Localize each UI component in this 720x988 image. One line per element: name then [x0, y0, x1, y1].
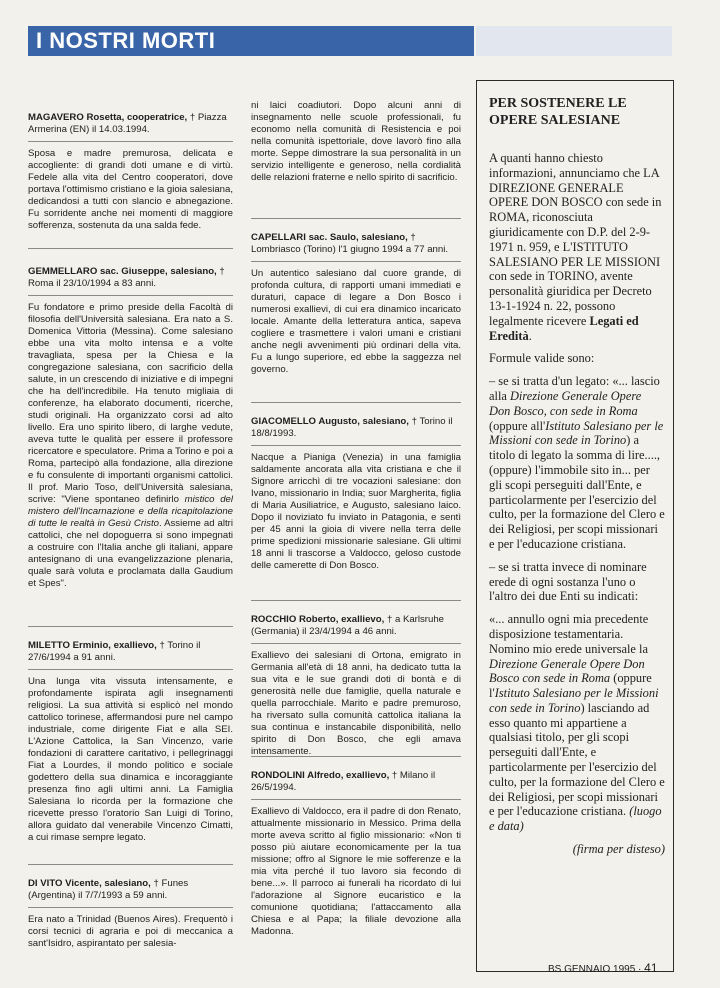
obituary-detail: † Lombriasco (Torino) l'1 giugno 1994 a 77 anni. — [251, 232, 449, 255]
testament-text: (oppure l' — [489, 671, 652, 701]
obituary-text: Exallievo dei salesiani di Ortona, emigrato in Germania all'età di 18 anni, ha dedicato tutta la sua vita e le sue grandi doti di bontà e di generosità nelle due famiglie, quella naturale e quella parrocchiale. Marito e padre premuroso, ha riversato sulla comunità cattolica italiana la sua continua e instancabile disponibilità, nello spirito di Don Bosco, che egli amava intensamente. — [251, 650, 461, 757]
obituary-detail: † Milano il 26/5/1994. — [251, 770, 436, 793]
legato-text: ) a titolo di legato la somma di lire...., (oppure) l'immobile sito in... per gli scopi perseguiti dall'Ente, e particolarmente per l'esercizio del culto, per la formazione del Clero e dei Religiosi, per scopi missionari e per l'educazione cristiana. — [489, 433, 665, 551]
obituary-giacomello — [251, 416, 461, 572]
obituary-name: DI VITO Vicente, salesiano, — [28, 878, 151, 889]
bequest-intro-bold: Legati ed Eredità — [489, 313, 639, 343]
obituary-name: GIACOMELLO Augusto, salesiano, — [251, 416, 409, 427]
obituary-name: MILETTO Erminio, exallievo, — [28, 640, 157, 651]
obituary-text: Una lunga vita vissuta intensamente, e profondamente ispirata agli insegnamenti religiosi. La sua attività si esplicò nel mondo cattolico torinese, affermandosi pure nel campo industriale, come dirigente Fiat e alla SEI. L'Azione Cattolica, la San Vincenzo, varie fondazioni di carattere caritativo, i pellegrinaggi Fiat a Lourdes, il mondo politico e sociale godettero della sua dinamica e incoraggiante presenza fino agli ultimi anni. La Famiglia Salesiana lo ricorda per la formazione che ricevette presso l'oratorio San Luigi di Torino, allora guidato dal venerabile Vincenzo Cimatti, a cui rimase sempre legato. — [28, 676, 233, 843]
obituary-gemmellaro — [28, 266, 233, 590]
obituary-name: ROCCHIO Roberto, exallievo, — [251, 614, 385, 625]
legato-text: (oppure all' — [489, 418, 546, 433]
obituary-name: MAGAVERO Rosetta, cooperatrice, — [28, 112, 188, 123]
entry-divider — [251, 600, 461, 601]
obituary-rocchio — [251, 614, 461, 758]
testament-entity: Direzione Generale Opere Don Bosco con sede in Roma — [489, 656, 645, 686]
entry-divider — [251, 218, 461, 219]
obituary-heading — [28, 878, 233, 908]
formule-heading: Formule valide sono: — [489, 351, 595, 366]
obituary-continuation — [251, 100, 461, 184]
place-date-note: (luogo e data) — [489, 804, 662, 834]
obituary-detail: † Roma il 23/10/1994 a 83 anni. — [28, 266, 225, 289]
obituary-detail: † Torino il 27/6/1994 a 91 anni. — [28, 640, 201, 663]
obituary-text: ni laici coadiutori. Dopo alcuni anni di insegnamento nelle scuole professionali, fu economo nella comunità di Resistencia e poi nella comunità ispettoriale, dove lavorò fino alla morte. Seppe dimostrare la sua personalità in un servizio intelligente e generoso, nella cordialità delle relazioni fraterne e nello spirito di sacrificio. — [251, 100, 461, 183]
obituary-heading — [28, 266, 233, 296]
obituary-text-part: . Assieme ad altri cattolici, che nel dopoguerra si sono impegnati a costruire con l'Italia anche gli italiani, appare antesignano di una evangelizzazione plenaria, quale sarà voluta e proclamata dalla Gaudium et Spes". — [28, 518, 233, 589]
entry-divider — [251, 756, 461, 757]
obituary-text — [28, 296, 233, 590]
testament-text: ) lasciando ad esso quanto mi appartiene a qualsiasi titolo, per gli scopi perseguiti dall'Ente, e particolarmente per l'esercizio del culto, per la formazione del Clero e dei Religiosi, per scopi missionari e per l'educazione cristiana. — [489, 700, 665, 819]
obituary-divito — [28, 878, 233, 950]
obituary-detail: † Piazza Armerina (EN) il 14.03.1994. — [28, 112, 227, 135]
obituary-text: Sposa e madre premurosa, delicata e accogliente: di grandi doti umane e di virtù. Fedele alla vita del Centro cooperatori, dove portava l'ottimismo cristiano e la gioia salesiana, dedicandosi a tutti con slancio e abnegazione. Fu sorridente anche nei momenti di maggiore sofferenza, sostenuta da una salda fede. — [28, 148, 233, 231]
entry-divider — [28, 626, 233, 627]
entry-divider — [251, 402, 461, 403]
obituary-capellari — [251, 232, 461, 376]
legato-text: – se si tratta d'un legato: «... lascio alla — [489, 374, 660, 403]
legato-entity: Direzione Generale Opere Don Bosco, con sede in Roma — [489, 388, 642, 418]
bequest-intro — [489, 151, 665, 343]
obituary-heading — [251, 232, 461, 262]
obituary-rondolini — [251, 770, 461, 938]
bequest-intro-text: A quanti hanno chiesto informazioni, annunciamo che LA DIREZIONE GENERALE OPERE DON BOSCO con sede in ROMA, riconosciuta giuridicamente con D.P. del 2-9-1971 n. 959, e L'ISTITUTO SALESIANO PER LE MISSIONI con sede in TORINO, avente personalità giuridica per Decreto 13-1-1924 n. 22, possono legalmente ricevere — [489, 151, 662, 328]
entry-divider — [28, 864, 233, 865]
obituary-detail: † Funes (Argentina) il 7/7/1993 a 59 anni. — [28, 878, 189, 901]
erede-formula: – se si tratta invece di nominare erede di ogni sostanza l'uno o l'altro dei due Enti su indicati: — [489, 559, 647, 604]
testament-text: «... annullo ogni mia precedente disposizione testamentaria. Nomino mio erede universale la — [489, 612, 649, 656]
obituary-name: GEMMELLARO sac. Giuseppe, salesiano, — [28, 266, 217, 277]
obituary-quote: mistico del mistero dell'Incarnazione e della ricapitolazione di tutte le realtà in Gesù Cristo — [28, 494, 233, 529]
magazine-issue: BS GENNAIO 1995 · — [548, 964, 645, 975]
obituary-text: Era nato a Trinidad (Buenos Aires). Frequentò i corsi tecnici di agraria e poi di meccanica a sant'Isidro, aspirantato per salesia- — [28, 914, 233, 949]
obituary-heading — [28, 112, 233, 142]
obituary-detail: † a Karlsruhe (Germania) il 23/4/1994 a 46 anni. — [251, 614, 445, 637]
obituary-detail: † Torino il 18/8/1993. — [251, 416, 453, 439]
banner-extension — [476, 26, 672, 56]
signature-note: (firma per disteso) — [572, 842, 665, 857]
bequest-info-content — [489, 95, 665, 865]
obituary-text-part: Fu fondatore e primo preside della Facoltà di filosofia dell'Università salesiana. Era nato a S. Domenica Vittoria (Messina). Come salesiano ebbe una vita molto intensa e a volte travagliata, spesa per la Chiesa e la congregazione salesiana, con sacrificio della salute, in un crescendo di iniziative e di impegni che ha dell'incredibile. Ha tenuto migliaia di conferenze, ha elaborato documenti, ricerche, studi originali. Ha organizzato corsi ad alto livello. Era uno spirito libero, di larghe vedute, aveva tutte le qualità per essere il professore ricercatore e speculatore. Prima a Torino e poi a Roma, partecipò alla fondazione, alla direzione e fu consulente di importanti organismi cattolici. Il prof. Mario Toso, dell'Università salesiana, scrive: "Viene spontaneo definirlo — [28, 302, 233, 505]
obituary-heading — [251, 614, 461, 644]
obituary-heading — [251, 770, 461, 800]
section-title: I NOSTRI MORTI — [36, 28, 216, 53]
page-footer — [548, 961, 658, 975]
obituary-miletto — [28, 640, 233, 844]
obituary-name: RONDOLINI Alfredo, exallievo, — [251, 770, 390, 781]
testament-formula — [489, 612, 665, 834]
bequest-title: PER SOSTENERE LE OPERE SALESIANE — [489, 96, 627, 128]
obituary-magavero — [28, 112, 233, 232]
page-number: 41 — [644, 961, 658, 975]
obituary-text: Exallievo di Valdocco, era il padre di don Renato, attualmente missionario in Messico. Prima della morte aveva scritto al figlio missionario: «Non ti posso più aiutare economicamente per la tua missione; offro al Signore le mie sofferenze e la mia vita perché il tuo lavoro sia fecondo di bene...». Il parroco ai funerali ha ricordato di lui l'adorazione al Signore eucaristico e la comunione quotidiana; l'attaccamento alla Chiesa e al Papa; la filiale devozione alla Madonna. — [251, 806, 461, 937]
legato-formula — [489, 374, 665, 552]
obituary-text: Nacque a Pianiga (Venezia) in una famiglia saldamente ancorata alla vita cristiana e che il Signore arricchì di tre vocazioni salesiane: don Ivano, missionario in India; suor Margherita, figlia di Maria Ausiliatrice, e Augusto, salesiano laico. Dopo il noviziato fu inviato in Patagonia, e sentì per 45 anni la gioia di vivere nella terra delle prime spedizioni missionarie salesiane. Gli ultimi 18 anni li trascorse a Valdocco, geloso custode delle camerette di Don Bosco. — [251, 452, 461, 571]
bequest-intro-end: . — [528, 328, 532, 343]
obituary-heading — [251, 416, 461, 446]
section-banner — [28, 26, 474, 56]
bequest-info-box — [476, 80, 674, 972]
obituary-name: CAPELLARI sac. Saulo, salesiano, — [251, 232, 408, 243]
entry-divider — [28, 248, 233, 249]
legato-entity: Istituto Salesiano per le Missioni con sede in Torino — [489, 418, 664, 448]
obituary-text: Un autentico salesiano dal cuore grande, di profonda cultura, di rapporti umani immediati e duraturi, capace di legare a Don Bosco i numerosi exallievi, di cui era dinamico incaricato locale. Amante della letteratura antica, sapeva cogliere e trasmettere i valori umani e cristiani anche negli avvenimenti più ordinari della vita. Fu a lungo superiore, ed ebbe la saggezza nel governo. — [251, 268, 461, 375]
obituary-heading — [28, 640, 233, 670]
testament-entity: Istituto Salesiano per le Missioni con sede in Torino — [489, 686, 659, 715]
